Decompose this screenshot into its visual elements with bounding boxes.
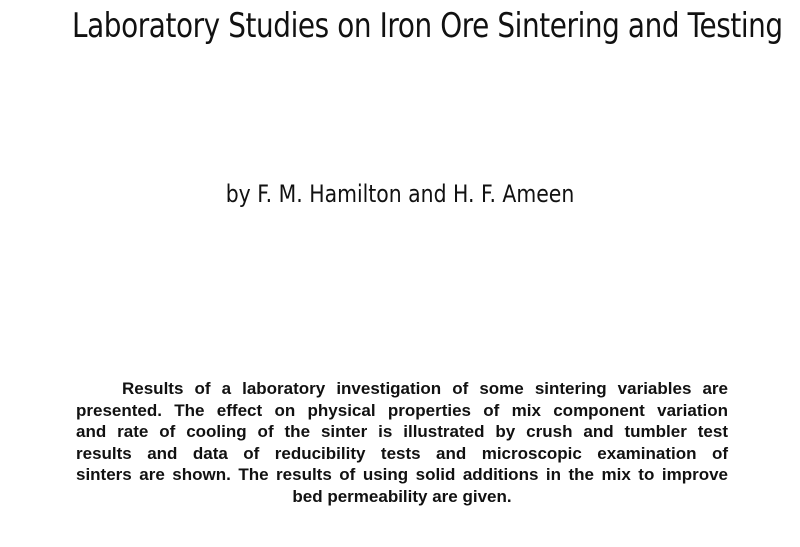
paper-title: Laboratory Studies on Iron Ore Sintering and Testing bbox=[72, 6, 783, 46]
abstract-line: bed permeability are given. bbox=[292, 486, 512, 506]
abstract-line: results and data of reducibility tests and microscopic examination of bbox=[76, 443, 728, 463]
abstract bbox=[76, 378, 728, 507]
author-byline: by F. M. Hamilton and H. F. Ameen bbox=[225, 180, 575, 208]
abstract-line: sinters are shown. The results of using solid additions in the mix to improve bbox=[76, 465, 728, 484]
abstract-line: Results of a laboratory investigation of some sintering variables are bbox=[122, 379, 728, 398]
abstract-line: and rate of cooling of the sinter is illustrated by crush and tumbler test bbox=[76, 422, 728, 441]
abstract-line: presented. The effect on physical properties of mix component variation bbox=[76, 400, 728, 420]
